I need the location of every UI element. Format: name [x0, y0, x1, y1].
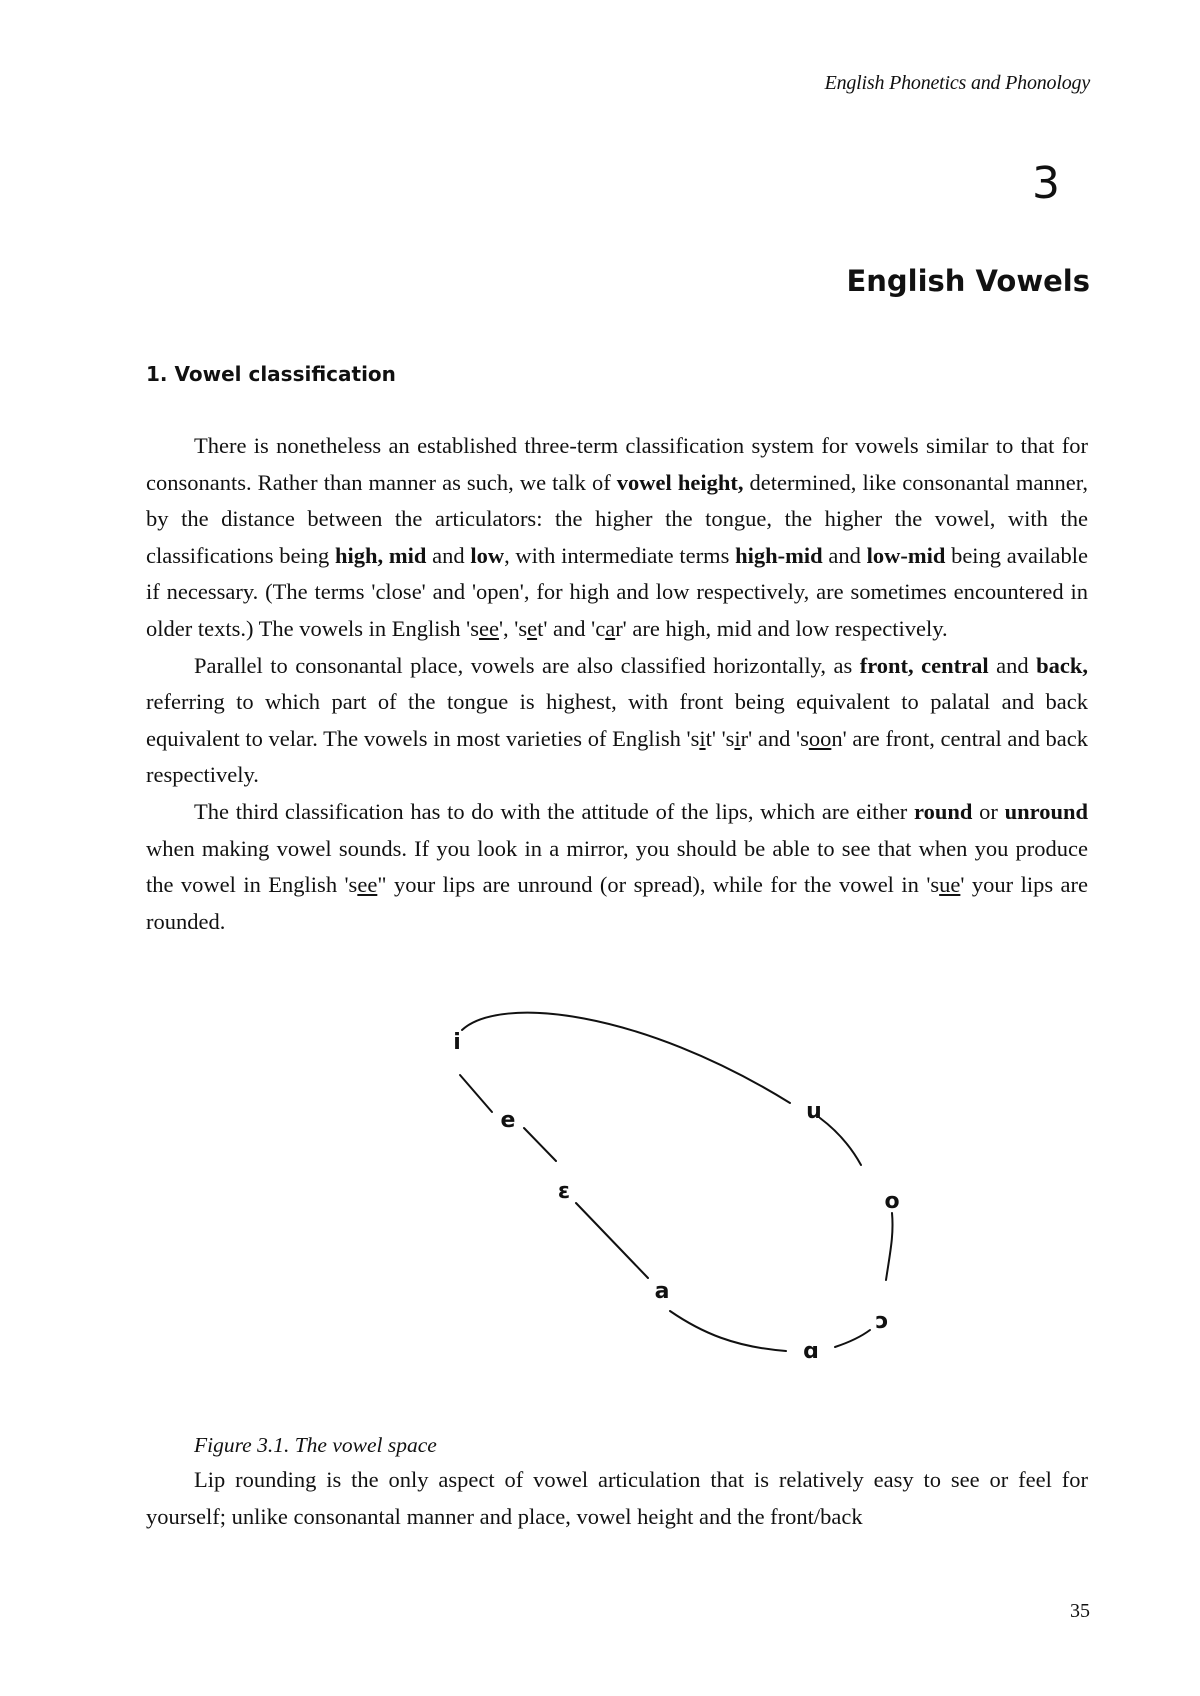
paragraph-vowel-height: There is nonetheless an established three-term classification system for vowels similar to that for consonants. Rather than manner as such, we talk of vowel height, determined, like consonantal manner, by the distance between the articulators: the higher the tongue, the higher the vowel, with the classifications being high, mid and low, with intermediate terms high-mid and low-mid being available if necessary. (The terms 'close' and 'open', for high and low respectively, are sometimes encountered in older texts.) The vowels in English 'see', 'set' and 'car' are high, mid and low respectively.: [146, 433, 1089, 641]
paragraph-vowel-frontness: Parallel to consonantal place, vowels are also classified horizontally, as front, central and back, referring to which part of the tongue is highest, with front being equivalent to palatal and back equivalent to velar. The vowels in most varieties of English 'sit' 'sir' and 'soon' are front, central and back respectively.: [146, 652, 1088, 788]
vowel-space-top-arc: [462, 1013, 790, 1103]
vowel-label-u: u: [806, 1099, 822, 1124]
vowel-space-diagram: [440, 995, 950, 1395]
body-text-lower: [146, 1462, 1088, 1535]
body-text-upper: [146, 428, 1088, 940]
figure-caption: Figure 3.1. The vowel space: [194, 1433, 437, 1457]
edge-open-o-o: [886, 1213, 893, 1280]
edge-e-open-e: [524, 1128, 556, 1161]
vowel-label-open-e: ɛ: [557, 1179, 571, 1204]
chapter-title: English Vowels: [846, 264, 1090, 298]
edge-alpha-open-o: [835, 1330, 870, 1347]
vowel-label-o: o: [884, 1189, 900, 1214]
paragraph-lip-rounding-visibility: Lip rounding is the only aspect of vowel articulation that is relatively easy to see or feel for yourself; unlike consonantal manner and place, vowel height and the front/back: [146, 1467, 1088, 1529]
vowel-label-open-o: ɔ: [875, 1309, 889, 1334]
page-number: 35: [1070, 1600, 1090, 1622]
running-head: English Phonetics and Phonology: [824, 72, 1090, 94]
vowel-label-a: a: [654, 1279, 670, 1304]
vowel-label-script-a: ɑ: [803, 1339, 819, 1364]
edge-o-u: [820, 1118, 861, 1165]
vowel-label-i: i: [453, 1030, 461, 1055]
edge-open-e-a: [576, 1203, 648, 1278]
section-heading: 1. Vowel classification: [146, 362, 396, 386]
edge-i-e: [460, 1075, 492, 1112]
edge-a-alpha: [670, 1311, 786, 1351]
chapter-number: 3: [1032, 158, 1060, 209]
paragraph-lip-rounding: The third classification has to do with the attitude of the lips, which are either round or unround when making vowel sounds. If you look in a mirror, you should be able to see that when you produce the vowel in English 'see" your lips are unround (or spread), while for the vowel in 'sue' your lips are rounded.: [146, 798, 1088, 934]
vowel-label-e: e: [500, 1108, 516, 1133]
vowel-space-figure: [440, 995, 950, 1395]
